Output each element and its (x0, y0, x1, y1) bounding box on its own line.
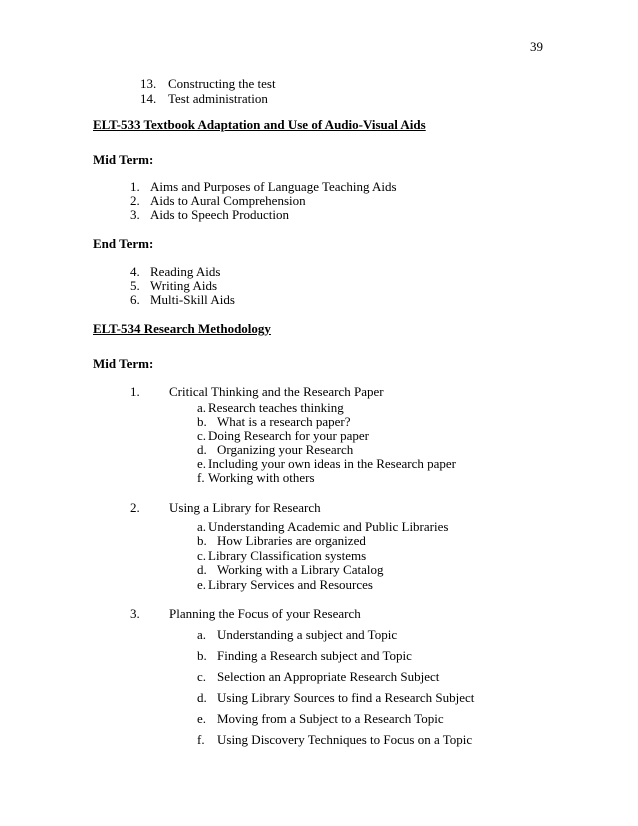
sub-item: b. What is a research paper? (197, 414, 351, 429)
list-item: 1. Aims and Purposes of Language Teaching Aids (130, 179, 397, 194)
sub-item: a. Understanding Academic and Public Libraries (197, 519, 449, 534)
sub-item: d. Organizing your Research (197, 442, 354, 457)
sub-item: d. Using Library Sources to find a Research Subject (197, 690, 475, 705)
sub-item: f. Working with others (197, 470, 315, 485)
sub-item: c. Library Classification systems (197, 548, 367, 563)
topic-row: 3. Planning the Focus of your Research (130, 606, 361, 621)
list-item: 3. Aids to Speech Production (130, 207, 290, 222)
sub-item: b. Finding a Research subject and Topic (197, 648, 412, 663)
sub-item: b. How Libraries are organized (197, 533, 366, 548)
sub-item: a. Research teaches thinking (197, 400, 344, 415)
list-item: 5. Writing Aids (130, 278, 218, 293)
sub-item: d. Working with a Library Catalog (197, 562, 384, 577)
course-title-elt534: ELT-534 Research Methodology (93, 321, 271, 336)
mid-term-label: Mid Term: (93, 152, 154, 167)
list-item: 14. Test administration (140, 91, 268, 106)
course-title-elt533: ELT-533 Textbook Adaptation and Use of Audio-Visual Aids (93, 117, 426, 132)
mid-term-label: Mid Term: (93, 356, 154, 371)
sub-item: e. Library Services and Resources (197, 577, 373, 592)
topic-row: 1. Critical Thinking and the Research Paper (130, 384, 384, 399)
page-number: 39 (530, 39, 543, 54)
sub-item: e. Moving from a Subject to a Research Topic (197, 711, 444, 726)
list-item: 4. Reading Aids (130, 264, 221, 279)
sub-item: f. Using Discovery Techniques to Focus on a Topic (197, 732, 473, 747)
topic-row: 2. Using a Library for Research (130, 500, 321, 515)
sub-item: e. Including your own ideas in the Research paper (197, 456, 457, 471)
list-item: 2. Aids to Aural Comprehension (130, 193, 306, 208)
sub-item: a. Understanding a subject and Topic (197, 627, 398, 642)
list-item: 6. Multi-Skill Aids (130, 292, 235, 307)
sub-item: c. Selection an Appropriate Research Subject (197, 669, 440, 684)
sub-item: c. Doing Research for your paper (197, 428, 369, 443)
end-term-label: End Term: (93, 236, 154, 251)
list-item: 13. Constructing the test (140, 76, 276, 91)
